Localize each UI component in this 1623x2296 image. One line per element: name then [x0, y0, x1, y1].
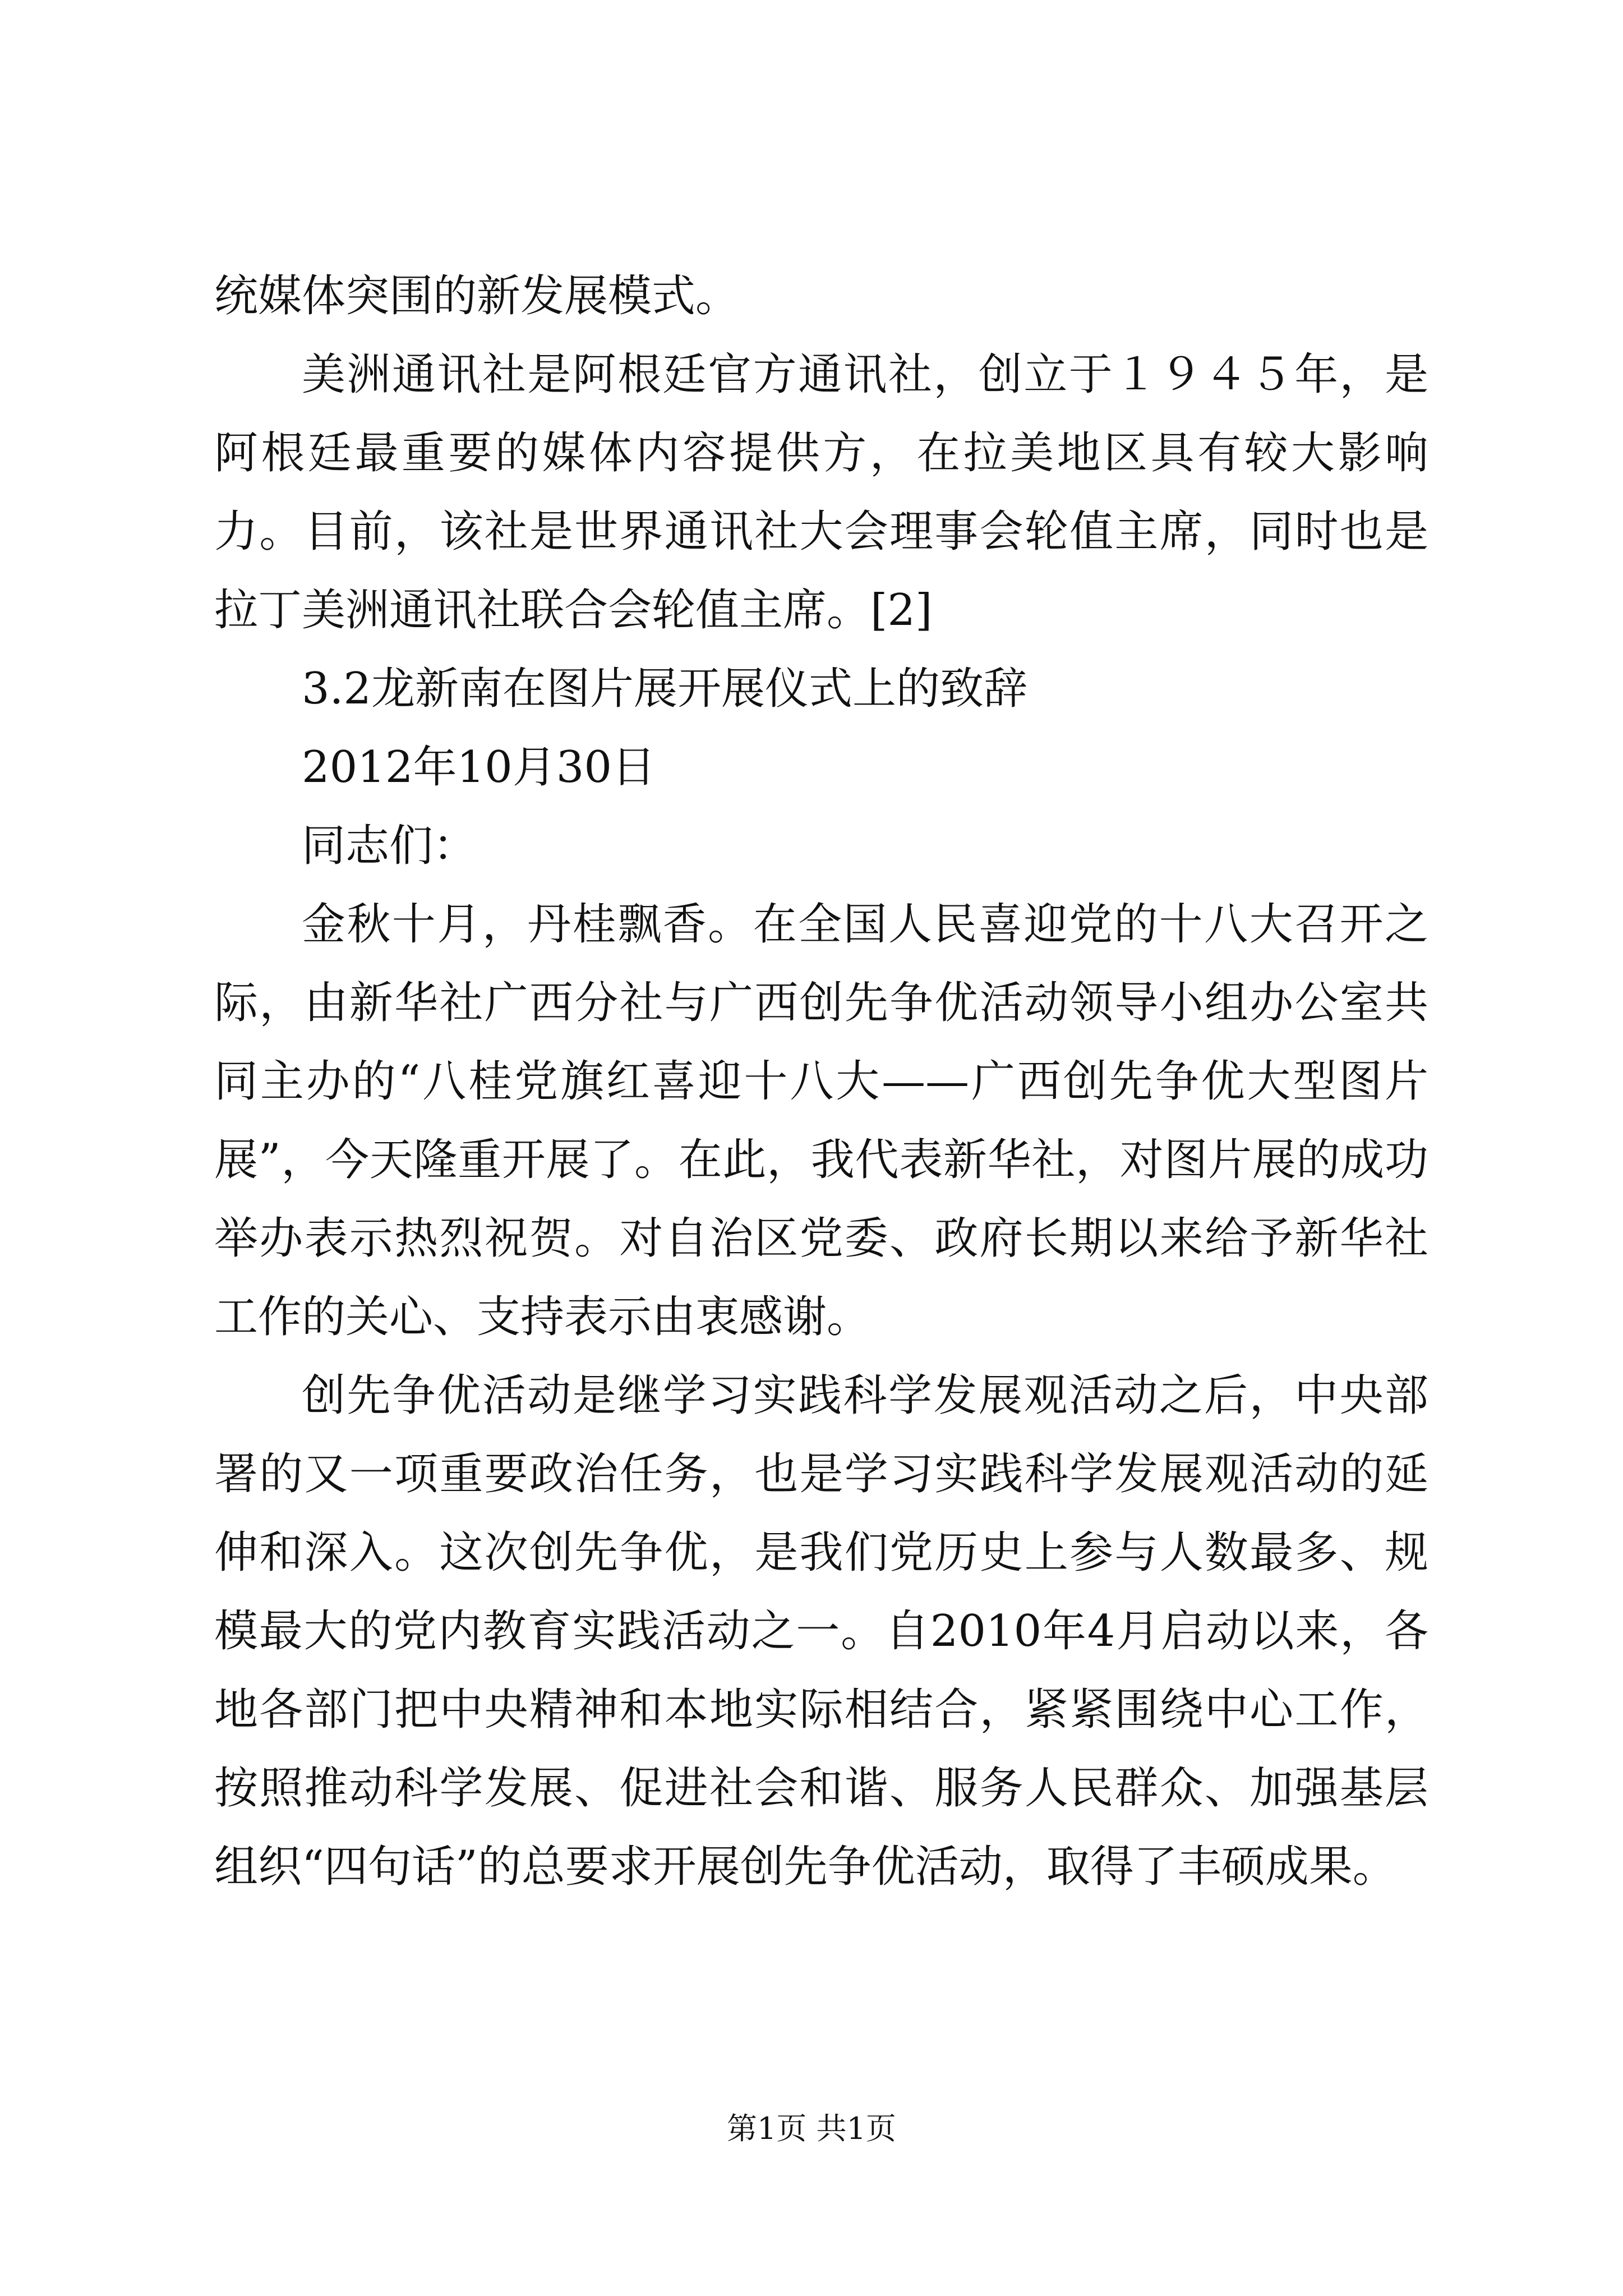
salutation: 同志们：	[302, 821, 477, 871]
page-footer: 第1页 共1页	[727, 2111, 896, 2146]
paragraph-campaign: 创先争优活动是继学习实践科学发展观活动之后，中央部署的又一项重要政治任务，也是学习实践科学发展观活动的延伸和深入。这次创先争优，是我们党历史上参与人数最多、规模最大的党内教育实践活动之一。自2010年4月启动以来，各地各部门把中央精神和本地实际相结合，紧紧围绕中心工作，按照推动科学发展、促进社会和谐、服务人民群众、加强基层组织“四句话”的总要求开展创先争优活动，取得了丰硕成果。	[214, 1370, 1428, 1892]
paragraph-continuation: 统媒体突围的新发展模式。	[214, 271, 740, 321]
paragraph-opening: 金秋十月，丹桂飘香。在全国人民喜迎党的十八大召开之际，由新华社广西分社与广西创先争优活动领导小组办公室共同主办的“八桂党旗红喜迎十八大——广西创先争优大型图片展”，今天隆重开展了。在此，我代表新华社，对图片展的成功举办表示热烈祝贺。对自治区党委、政府长期以来给予新华社工作的关心、支持表示由衷感谢。	[214, 899, 1428, 1342]
section-heading: 3.2龙新南在图片展开展仪式上的致辞	[302, 664, 1028, 714]
document-body	[214, 257, 1428, 1906]
speech-date: 2012年10月30日	[302, 742, 656, 793]
paragraph-xinhua-agency: 美洲通讯社是阿根廷官方通讯社，创立于１９４５年，是阿根廷最重要的媒体内容提供方，在拉美地区具有较大影响力。目前，该社是世界通讯社大会理事会轮值主席，同时也是拉丁美洲通讯社联合会轮值主席。[2]	[214, 349, 1428, 636]
